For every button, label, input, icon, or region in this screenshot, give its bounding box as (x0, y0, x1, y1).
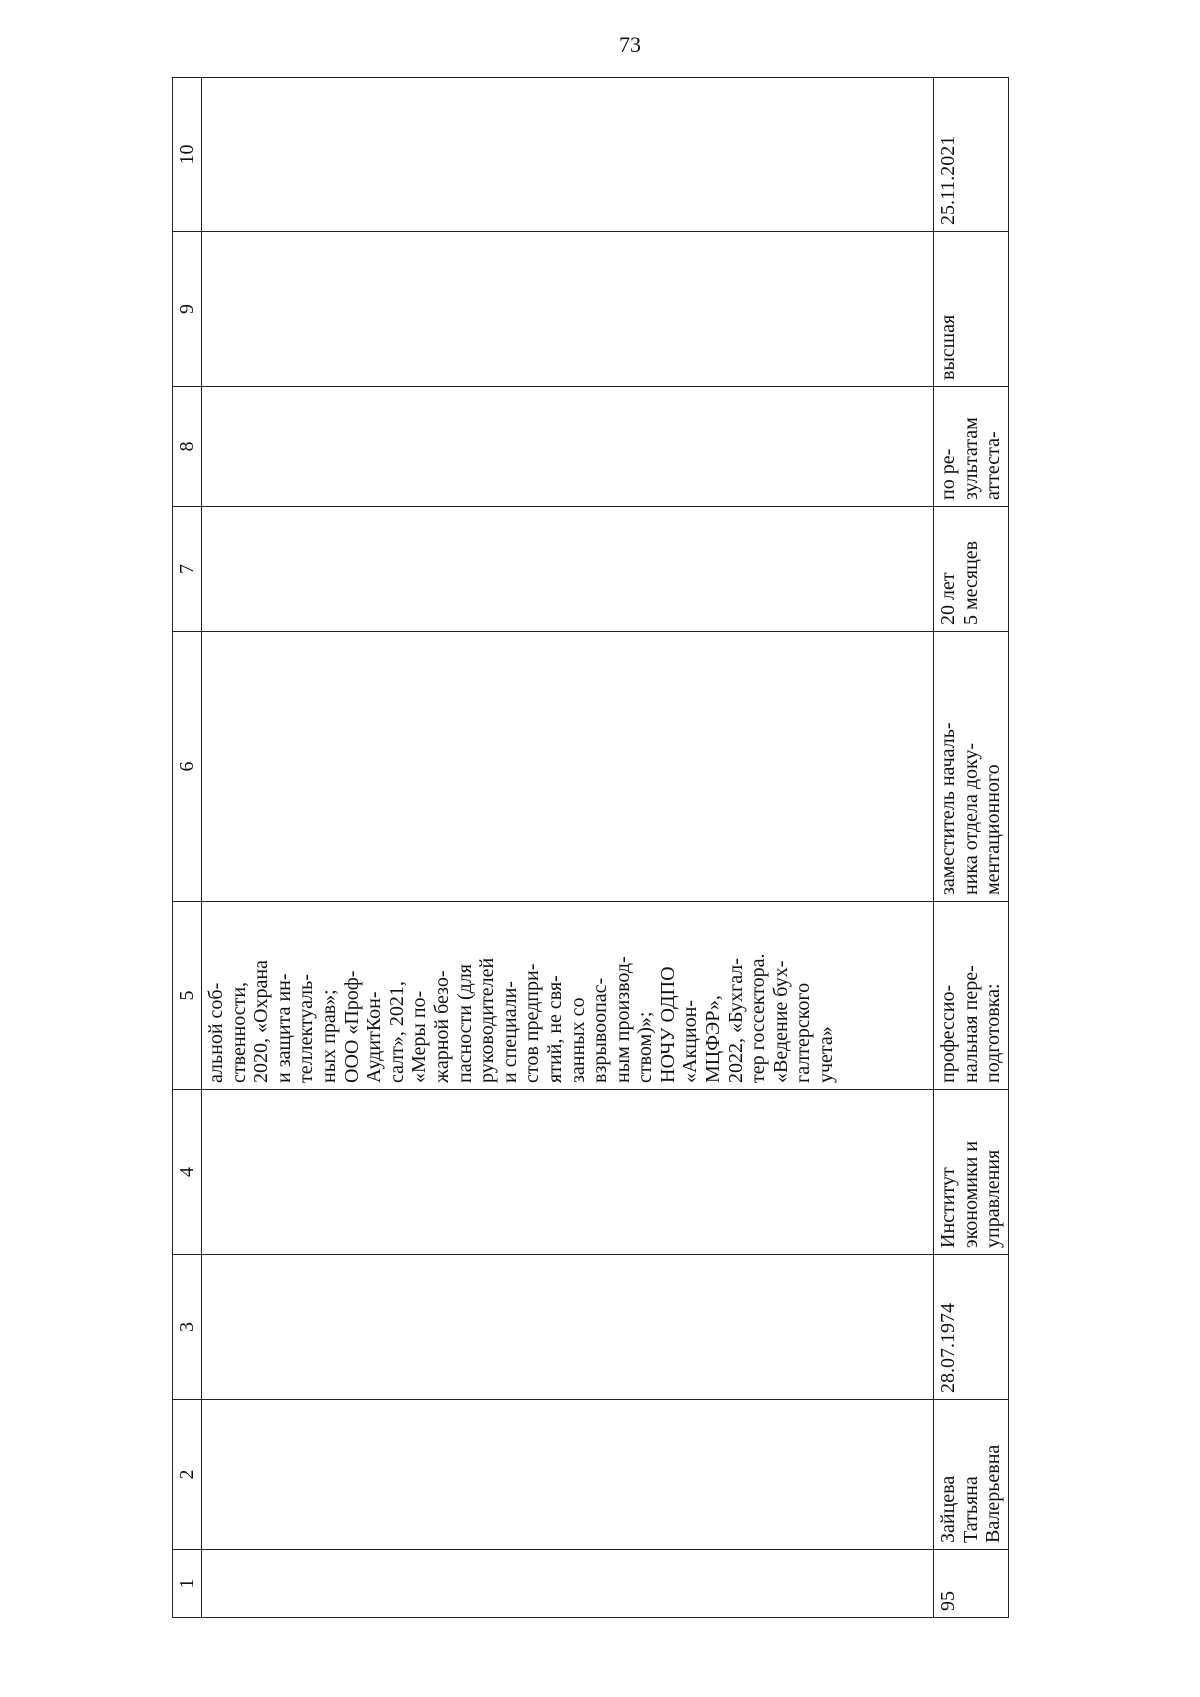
training-line: «Меры по- (408, 990, 431, 1083)
training-line: жарной безо- (430, 970, 453, 1083)
cont-cell-7 (202, 507, 934, 632)
col-header-2: 2 (173, 1400, 202, 1550)
rotated-table-wrapper (172, 78, 1005, 1618)
col-header-5: 5 (173, 902, 202, 1090)
training-line: МЦФЭР», (702, 995, 725, 1083)
cont-cell-3 (202, 1255, 934, 1400)
table-row (934, 78, 1009, 1618)
training-line: «Ведение бух- (769, 960, 792, 1083)
row-number: 95 (934, 1550, 1009, 1618)
column-number-row (173, 78, 202, 1618)
training-line: ным производ- (611, 956, 634, 1083)
page-number: 73 (619, 32, 641, 57)
cont-cell-8 (202, 387, 934, 507)
training-line: ственности, (227, 981, 250, 1083)
training-line: 2022, «Бухгал- (724, 958, 747, 1083)
col-header-6: 6 (173, 632, 202, 902)
col-header-1: 1 (173, 1550, 202, 1618)
training-line: стов предпри- (521, 963, 544, 1083)
training-line: занных со (566, 997, 589, 1083)
col-header-9: 9 (173, 232, 202, 387)
training-line: руководителей (476, 957, 499, 1083)
training-line: ных прав»; (317, 989, 340, 1083)
cont-cell-1 (202, 1550, 934, 1618)
cont-cell-6 (202, 632, 934, 902)
cont-cell-9 (202, 232, 934, 387)
training-line: АудитКон- (363, 991, 386, 1083)
training-line: теллектуаль- (295, 974, 318, 1083)
col-header-3: 3 (173, 1255, 202, 1400)
personnel-table (172, 77, 1009, 1618)
training-line: салт», 2021, (385, 981, 408, 1083)
training-line: ООО «Проф- (340, 970, 363, 1083)
training-line: взрывоопас- (589, 977, 612, 1083)
col-header-10: 10 (173, 78, 202, 232)
training-line: альной соб- (205, 982, 227, 1083)
cont-cell-2 (202, 1400, 934, 1550)
cont-cell-training (202, 902, 934, 1090)
training-line: НОЧУ ОДПО (656, 966, 679, 1083)
training-line: 2020, «Охрана (250, 960, 273, 1083)
training-line: и специали- (498, 981, 521, 1083)
training-line: и защита ин- (272, 973, 295, 1083)
training: профессио- нальная пере- подготовка: (934, 902, 1009, 1090)
basis: по ре- зультатам аттеста- (934, 387, 1009, 507)
training-line: ством)»; (634, 1011, 657, 1083)
position: заместитель началь- ника отдела доку- ментационного (934, 632, 1009, 902)
training-line: тер госсектора. (747, 953, 770, 1083)
employee-name: Зайцева Татьяна Валерьевна (934, 1400, 1009, 1550)
cont-cell-4 (202, 1090, 934, 1255)
col-header-7: 7 (173, 507, 202, 632)
experience: 20 лет 5 месяцев (934, 507, 1009, 632)
col-header-8: 8 (173, 387, 202, 507)
cont-cell-10 (202, 78, 934, 232)
date: 25.11.2021 (934, 78, 1009, 232)
training-line: галтерского (792, 982, 815, 1083)
training-line: ятий, не свя- (543, 975, 566, 1083)
category: высшая (934, 232, 1009, 387)
birth-date: 28.07.1974 (934, 1255, 1009, 1400)
training-line: пасности (для (453, 964, 476, 1083)
training-line: учета» (815, 1026, 838, 1083)
training-line: «Акцион- (679, 1000, 702, 1083)
education: Институт экономики и управления (934, 1090, 1009, 1255)
continuation-row (202, 78, 934, 1618)
col-header-4: 4 (173, 1090, 202, 1255)
